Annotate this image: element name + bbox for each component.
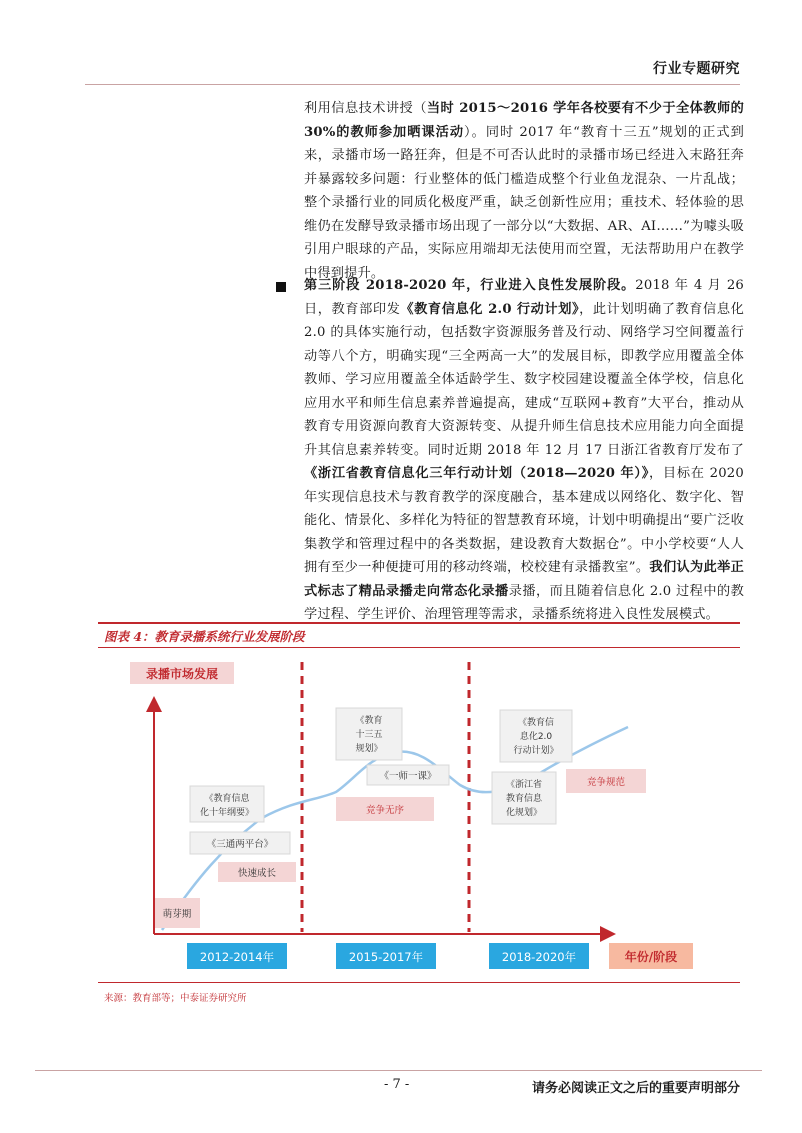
page-number: - 7 - [384, 1077, 410, 1092]
event-informatization-2-line3: 行动计划》 [513, 746, 559, 756]
event-informatization-2-line1: 《教育信 [517, 718, 555, 728]
event-zhejiang-plan-line3: 化规划》 [505, 808, 543, 818]
footer-disclaimer: 请务必阅读正文之后的重要声明部分 [531, 1081, 740, 1096]
event-yishi-yike: 《一师一课》 [379, 771, 437, 782]
p2-bold-conclusion: 我们认为此举正式标志了精品录播走向常态化录播 [304, 560, 744, 599]
p2-text-1: 2018 年 4 月 26 日，教育部印发 [304, 278, 744, 317]
p2-text-4: 录播，而且随着信息化 2.0 过程中的教学过程、学生评价、治理管理等需求，录播系统将进入良性发展模式。 [304, 583, 745, 622]
p2-heading: 第三阶段 2018-2020 年，行业进入良性发展阶段。 [304, 278, 636, 293]
event-plan-135-line1: 《教育 [355, 716, 383, 726]
figure-title: 图表 4：教育录播系统行业发展阶段 [104, 629, 305, 644]
figure-bottom-rule [98, 982, 740, 983]
period-label-1: 2012-2014年 [199, 950, 275, 964]
p2-bold-zhejiang-plan: 《浙江省教育信息化三年行动计划（2018—2020 年）》 [304, 466, 650, 481]
event-zhejiang-plan-line2: 教育信息 [505, 794, 543, 804]
event-plan-10-line1: 《教育信息 [204, 794, 250, 804]
period-label-3: 2018-2020年 [501, 950, 577, 964]
event-informatization-2-line2: 息化2.0 [519, 732, 553, 742]
figure-source: 来源：教育部等；中泰证券研究所 [104, 993, 247, 1004]
p1-text-1: 利用信息技术讲授（ [304, 101, 427, 116]
stage-label-regulated: 竞争规范 [586, 777, 626, 788]
x-axis-label: 年份/阶段 [624, 950, 678, 964]
p2-bold-plan: 《教育信息化 2.0 行动计划》 [400, 301, 580, 317]
stage-label-embryonic: 萌芽期 [162, 909, 192, 920]
stage-label-rapid-growth: 快速成长 [237, 868, 277, 879]
p1-bold-text: 当时 2015～2016 学年各校要有不少于全体教师的 30%的教师参加晒课活动 [304, 101, 744, 140]
event-plan-10-line2: 化十年纲要》 [199, 808, 255, 818]
footer-divider [35, 1070, 762, 1071]
event-plan-135-line2: 十三五 [355, 730, 383, 740]
p2-text-3: ，目标在 2020 年实现信息技术与教育教学的深度融合，基本建成以网络化、数字化、智能化、情景化、多样化为特征的智慧教育环境，计划中明确提出“要广泛收集教学和管理过程中的各类数据，建设教育大数据仓”。中小学校要“人人拥有至少一种便捷可用的移动终端，校校建有录播教室”。 [304, 466, 744, 575]
header-title: 行业专题研究 [653, 61, 740, 77]
stage-label-disorder: 竞争无序 [365, 805, 405, 816]
p1-text-2: ）。同时 2017 年“教育十三五”规划的正式到来，录播市场一路狂奔，但是不可否认此时的录播市场已经进入末路狂奔并暴露较多问题：行业整体的低门槛造成整个行业鱼龙混杂、一片乱战；整个录播行业的同质化极度严重，缺乏创新性应用；重技术、轻体验的思维仍在发酵导致录播市场出现了一部分以“大数据、AR、AI……”为噱头吸引用户眼球的产品，实际应用端却无法使用而空置，无法帮助用户在教学中得到提升。 [304, 124, 744, 281]
period-label-2: 2015-2017年 [348, 950, 424, 964]
event-zhejiang-plan-line1: 《浙江省 [505, 780, 543, 790]
p2-text-2: ，此计划明确了教育信息化 2.0 的具体实施行动，包括数字资源服务普及行动、网络学习空间覆盖行动等八个方，明确实现“三全两高一大”的发展目标，即教学应用覆盖全体教师、学习应用覆盖全体适龄学生、数字校园建设覆盖全体学校，信息化应用水平和师生信息素养普遍提高，建成“互联网+教育”大平台，推动从教育专用资源向教育大资源转变、从提升师生信息技术应用能力向全面提升其信息素养转变。同时近期 2018 年 12 月 17 日浙江省教育厅发布了 [304, 301, 744, 458]
y-axis-label: 录播市场发展 [145, 667, 219, 681]
event-santong: 《三通两平台》 [206, 839, 274, 850]
event-plan-135-line3: 规划》 [355, 744, 383, 754]
